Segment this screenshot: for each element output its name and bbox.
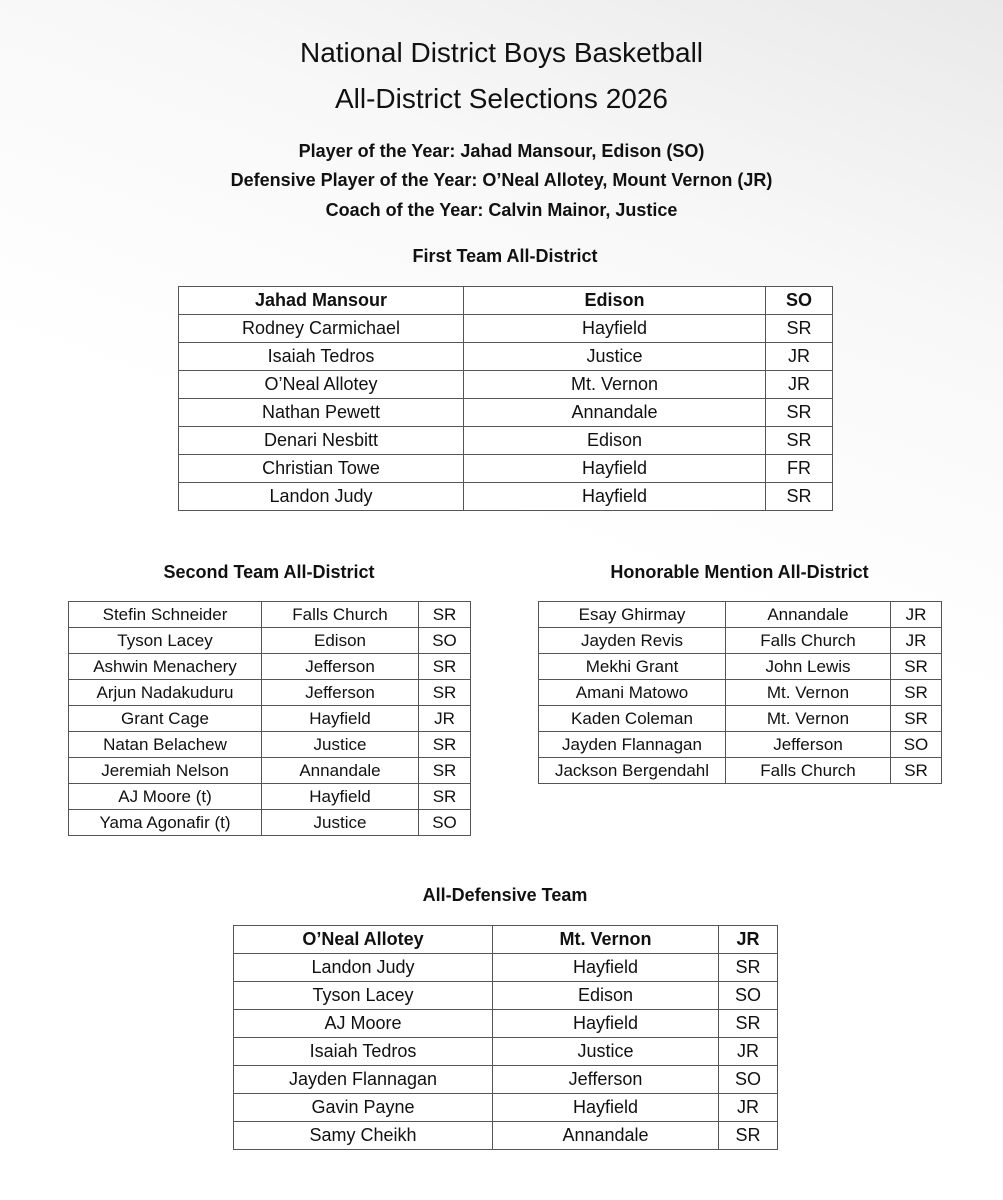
all-defensive-body (234, 926, 778, 1150)
class-year-cell: SR (766, 427, 833, 455)
player-name-cell: Jeremiah Nelson (69, 758, 262, 784)
school-cell: Annandale (464, 399, 766, 427)
school-cell: Hayfield (464, 483, 766, 511)
class-year-cell: JR (891, 602, 942, 628)
class-year-cell: JR (719, 1094, 778, 1122)
class-year-cell: SO (766, 287, 833, 315)
school-cell: Hayfield (493, 1010, 719, 1038)
school-cell: Mt. Vernon (726, 680, 891, 706)
table-row (179, 371, 833, 399)
school-cell: Falls Church (262, 602, 419, 628)
player-name-cell: Denari Nesbitt (179, 427, 464, 455)
school-cell: Edison (493, 982, 719, 1010)
school-cell: Annandale (493, 1122, 719, 1150)
second-team-title: Second Team All-District (163, 562, 375, 582)
school-cell: Jefferson (726, 732, 891, 758)
school-cell: John Lewis (726, 654, 891, 680)
coach-of-year-award: Coach of the Year: Calvin Mainor, Justice (325, 200, 678, 220)
class-year-cell: SR (719, 1010, 778, 1038)
player-name-cell: Amani Matowo (539, 680, 726, 706)
table-row (179, 399, 833, 427)
player-name-cell: Natan Belachew (69, 732, 262, 758)
player-name-cell: O’Neal Allotey (234, 926, 493, 954)
class-year-cell: SO (719, 982, 778, 1010)
class-year-cell: JR (766, 343, 833, 371)
school-cell: Falls Church (726, 628, 891, 654)
class-year-cell: SO (419, 810, 471, 836)
player-name-cell: Jayden Flannagan (234, 1066, 493, 1094)
class-year-cell: SO (719, 1066, 778, 1094)
class-year-cell: SO (891, 732, 942, 758)
player-name-cell: Tyson Lacey (234, 982, 493, 1010)
class-year-cell: SR (719, 954, 778, 982)
class-year-cell: JR (419, 706, 471, 732)
all-defensive-table (233, 925, 778, 1150)
player-name-cell: Ashwin Menachery (69, 654, 262, 680)
player-name-cell: AJ Moore (234, 1010, 493, 1038)
table-row (69, 758, 471, 784)
table-row (539, 732, 942, 758)
table-row (179, 427, 833, 455)
all-defensive-title: All-Defensive Team (422, 885, 588, 905)
defensive-player-of-year-award: Defensive Player of the Year: O’Neal Allotey, Mount Vernon (JR) (230, 170, 773, 190)
school-cell: Jefferson (493, 1066, 719, 1094)
school-cell: Mt. Vernon (464, 371, 766, 399)
table-row (539, 602, 942, 628)
table-row (234, 1122, 778, 1150)
player-name-cell: Isaiah Tedros (179, 343, 464, 371)
player-name-cell: Christian Towe (179, 455, 464, 483)
table-row (234, 1010, 778, 1038)
class-year-cell: SR (766, 399, 833, 427)
player-name-cell: Jayden Revis (539, 628, 726, 654)
class-year-cell: JR (719, 926, 778, 954)
school-cell: Hayfield (262, 784, 419, 810)
honorable-mention-title: Honorable Mention All-District (610, 562, 869, 582)
page-title-line-2: All-District Selections 2026 (334, 83, 669, 114)
table-row (69, 628, 471, 654)
table-row (234, 1066, 778, 1094)
first-team-body (179, 287, 833, 511)
school-cell: Edison (464, 427, 766, 455)
table-row (539, 654, 942, 680)
class-year-cell: SR (766, 483, 833, 511)
player-name-cell: Jahad Mansour (179, 287, 464, 315)
player-name-cell: Yama Agonafir (t) (69, 810, 262, 836)
player-name-cell: Landon Judy (179, 483, 464, 511)
player-name-cell: Mekhi Grant (539, 654, 726, 680)
class-year-cell: SR (419, 732, 471, 758)
school-cell: Edison (262, 628, 419, 654)
school-cell: Mt. Vernon (726, 706, 891, 732)
table-row (539, 680, 942, 706)
school-cell: Annandale (726, 602, 891, 628)
player-name-cell: Nathan Pewett (179, 399, 464, 427)
table-row (179, 343, 833, 371)
table-row (69, 810, 471, 836)
table-row (69, 680, 471, 706)
table-row (69, 706, 471, 732)
second-team-table (68, 601, 471, 836)
table-row (539, 706, 942, 732)
table-row (234, 926, 778, 954)
school-cell: Annandale (262, 758, 419, 784)
table-row (69, 654, 471, 680)
class-year-cell: SR (419, 784, 471, 810)
player-name-cell: Stefin Schneider (69, 602, 262, 628)
class-year-cell: SR (766, 315, 833, 343)
class-year-cell: SR (891, 680, 942, 706)
first-team-table (178, 286, 833, 511)
table-row (69, 732, 471, 758)
class-year-cell: SR (419, 758, 471, 784)
honorable-mention-body (539, 602, 942, 784)
class-year-cell: SR (891, 758, 942, 784)
class-year-cell: SR (419, 680, 471, 706)
school-cell: Jefferson (262, 654, 419, 680)
class-year-cell: SR (419, 654, 471, 680)
table-row (539, 628, 942, 654)
school-cell: Mt. Vernon (493, 926, 719, 954)
table-row (539, 758, 942, 784)
second-team-body (69, 602, 471, 836)
class-year-cell: JR (719, 1038, 778, 1066)
player-of-year-award: Player of the Year: Jahad Mansour, Edison (SO) (298, 141, 705, 161)
player-name-cell: Samy Cheikh (234, 1122, 493, 1150)
table-row (69, 784, 471, 810)
player-name-cell: Jayden Flannagan (539, 732, 726, 758)
class-year-cell: JR (891, 628, 942, 654)
player-name-cell: Jackson Bergendahl (539, 758, 726, 784)
player-name-cell: Rodney Carmichael (179, 315, 464, 343)
player-name-cell: Arjun Nadakuduru (69, 680, 262, 706)
table-row (179, 315, 833, 343)
table-row (69, 602, 471, 628)
class-year-cell: SR (719, 1122, 778, 1150)
class-year-cell: SR (891, 654, 942, 680)
school-cell: Justice (493, 1038, 719, 1066)
school-cell: Hayfield (493, 1094, 719, 1122)
school-cell: Justice (262, 810, 419, 836)
page-title-line-1: National District Boys Basketball (299, 37, 704, 68)
player-name-cell: Esay Ghirmay (539, 602, 726, 628)
table-row (179, 455, 833, 483)
table-row (179, 287, 833, 315)
school-cell: Hayfield (493, 954, 719, 982)
school-cell: Hayfield (464, 455, 766, 483)
first-team-title: First Team All-District (412, 246, 598, 266)
class-year-cell: SR (419, 602, 471, 628)
school-cell: Edison (464, 287, 766, 315)
table-row (234, 1038, 778, 1066)
class-year-cell: FR (766, 455, 833, 483)
class-year-cell: SO (419, 628, 471, 654)
school-cell: Hayfield (464, 315, 766, 343)
table-row (234, 954, 778, 982)
school-cell: Falls Church (726, 758, 891, 784)
player-name-cell: O’Neal Allotey (179, 371, 464, 399)
player-name-cell: Grant Cage (69, 706, 262, 732)
player-name-cell: AJ Moore (t) (69, 784, 262, 810)
school-cell: Jefferson (262, 680, 419, 706)
player-name-cell: Tyson Lacey (69, 628, 262, 654)
class-year-cell: JR (766, 371, 833, 399)
table-row (234, 1094, 778, 1122)
school-cell: Hayfield (262, 706, 419, 732)
school-cell: Justice (464, 343, 766, 371)
school-cell: Justice (262, 732, 419, 758)
player-name-cell: Isaiah Tedros (234, 1038, 493, 1066)
class-year-cell: SR (891, 706, 942, 732)
player-name-cell: Gavin Payne (234, 1094, 493, 1122)
table-row (234, 982, 778, 1010)
player-name-cell: Landon Judy (234, 954, 493, 982)
table-row (179, 483, 833, 511)
honorable-mention-table (538, 601, 942, 784)
player-name-cell: Kaden Coleman (539, 706, 726, 732)
